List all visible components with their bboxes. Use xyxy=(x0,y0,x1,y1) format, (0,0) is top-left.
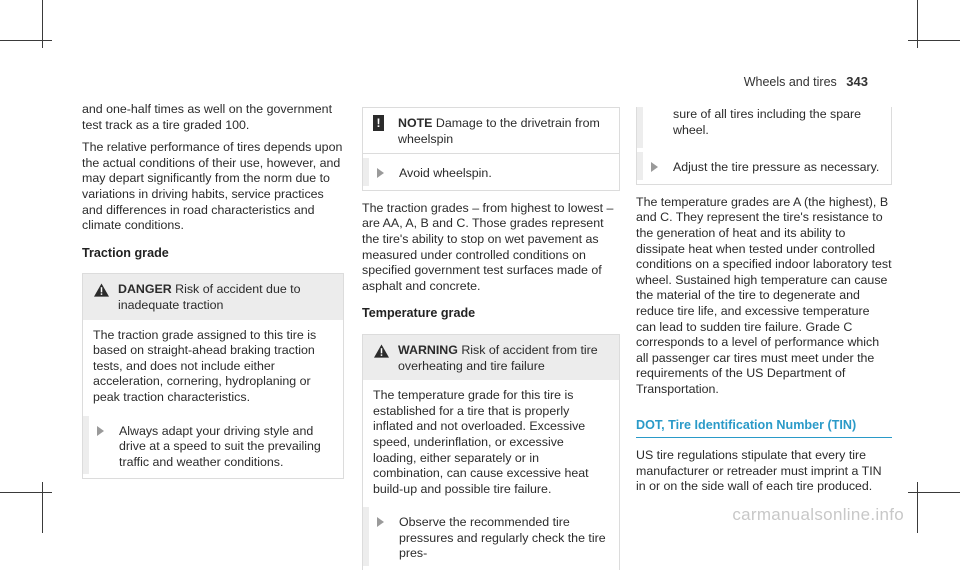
action-step xyxy=(83,412,343,479)
warning-label: WARNING xyxy=(398,342,458,357)
warning-triangle-icon xyxy=(374,344,389,358)
crop-mark xyxy=(0,492,52,493)
arrow-right-icon xyxy=(97,426,104,436)
paragraph: The relative performance of tires depends upon the actual conditions of their use, however, and may depart significantly from the norm due to variations in driving habits, service practices and differences in road characteristics and climate conditions. xyxy=(82,140,343,233)
note-label: NOTE xyxy=(398,116,433,130)
paragraph: The temperature grades are A (the highest), B and C. They represent the tire's resistance to the generation of heat and its ability to dissipate heat when tested under controlled conditions on a specified indoor laboratory test wheel. Sustained high temperature can cause the material of the tire to degenerate and reduce tire life, and excessive temperature can lead to sudden tire failure. Grade C corresponds to a level of performance which all passenger car tires must meet under the requirements of the US Department of Transportation. xyxy=(636,194,892,396)
step-text: sure of all tires including the spare wheel. xyxy=(673,107,862,137)
danger-body: The traction grade assigned to this tire is based on straight-ahead braking traction tests, and does not include either acceleration, cornering, hydroplaning or peak traction characteristics. xyxy=(93,327,317,404)
danger-box xyxy=(82,273,344,479)
danger-header xyxy=(83,274,343,319)
crop-mark xyxy=(908,492,960,493)
column-1 xyxy=(82,102,344,489)
continued-step xyxy=(637,107,891,148)
watermark: carmanualsonline.info xyxy=(732,505,904,525)
step-sidebar xyxy=(363,507,369,566)
arrow-right-icon xyxy=(651,162,658,172)
step-text: Avoid wheelspin. xyxy=(399,166,492,181)
action-step xyxy=(363,503,619,570)
temperature-grade-heading: Temperature grade xyxy=(362,306,476,321)
warning-title: Risk of accident from tire overheating and tire failure xyxy=(398,342,598,373)
column-2 xyxy=(362,107,620,580)
warning-box-continued xyxy=(636,107,892,185)
tin-heading: DOT, Tire Identification Number (TIN) xyxy=(636,418,892,439)
crop-mark xyxy=(0,40,52,41)
step-sidebar xyxy=(83,416,89,475)
step-text: Adjust the tire pressure as necessary. xyxy=(673,160,880,175)
exclamation-icon: ! xyxy=(373,115,384,131)
crop-mark xyxy=(908,40,960,41)
warning-triangle-icon xyxy=(94,283,109,297)
column-3 xyxy=(636,107,892,502)
arrow-right-icon xyxy=(377,517,384,527)
note-header xyxy=(363,108,619,154)
paragraph: and one-half times as well on the government test track as a tire graded 100. xyxy=(82,102,333,132)
step-sidebar xyxy=(363,158,369,186)
step-text: Always adapt your driving style and drive at a speed to suit the prevailing traffic and weather conditions. xyxy=(119,423,321,469)
paragraph: The traction grades – from highest to lowest – are AA, A, B and C. Those grades represent the tire's ability to stop on wet pavement as measured under controlled conditions on specified government test surfaces made of asphalt and concrete. xyxy=(362,200,614,293)
step-sidebar xyxy=(637,152,643,180)
arrow-right-icon xyxy=(377,168,384,178)
danger-label: DANGER xyxy=(118,282,172,297)
note-title: Damage to the drivetrain from wheelspin xyxy=(398,116,600,146)
action-step xyxy=(637,148,891,184)
paragraph: US tire regulations stipulate that every tire manufacturer or retreader must imprint a TIN in or on the side wall of each tire produced. xyxy=(636,448,882,494)
crop-mark xyxy=(42,482,43,533)
step-sidebar xyxy=(637,107,643,148)
warning-box xyxy=(362,334,620,570)
traction-grade-heading: Traction grade xyxy=(82,245,169,260)
danger-title: Risk of accident due to inadequate traction xyxy=(118,282,301,312)
section-title: Wheels and tires xyxy=(743,75,837,89)
page-header xyxy=(744,74,868,91)
action-step xyxy=(363,154,619,190)
warning-header xyxy=(363,335,619,380)
warning-body: The temperature grade for this tire is established for a tire that is properly inflated and not overloaded. Excessive speed, underinflation, or excessive loading, either separately or in combination, can cause excessive heat build-up and possible tire failure. xyxy=(373,388,589,496)
step-text: Observe the recommended tire pressures and regularly check the tire pres- xyxy=(399,515,606,561)
crop-mark xyxy=(917,482,918,533)
page-number: 343 xyxy=(846,74,868,89)
note-box xyxy=(362,107,620,191)
